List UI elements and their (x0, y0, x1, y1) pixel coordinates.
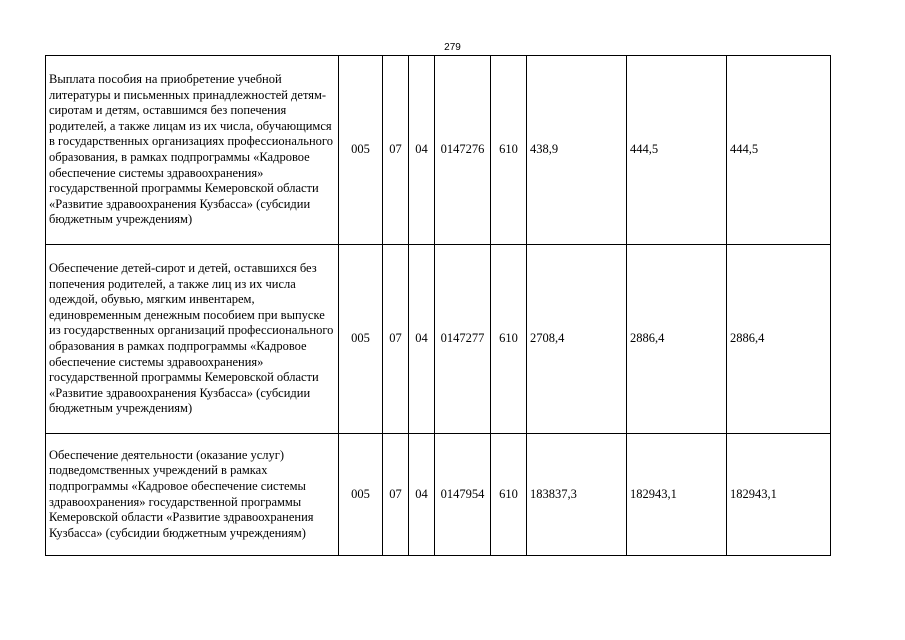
section-code: 07 (383, 245, 409, 434)
ministry-code: 005 (339, 434, 383, 556)
section-code: 07 (383, 434, 409, 556)
ministry-code: 005 (339, 56, 383, 245)
row-description: Обеспечение деятельности (оказание услуг) подведомственных учреждений в рамках подпрограммы «Кадровое обеспечение системы здравоохранения» государственной программы Кемеровской области «Развитие здравоохранения Кузбасса» (субсидии бюджетным учреждениям) (46, 434, 339, 556)
amount-3: 182943,1 (727, 434, 831, 556)
amount-2: 2886,4 (627, 245, 727, 434)
amount-3: 444,5 (727, 56, 831, 245)
amount-1: 2708,4 (527, 245, 627, 434)
target-article-code: 0147277 (435, 245, 491, 434)
row-description: Обеспечение детей-сирот и детей, оставшихся без попечения родителей, а также лиц из их числа одеждой, обувью, мягким инвентарем, единовременным денежным пособием при выпуске из государственных организаций профессионального образования в рамках подпрограммы «Кадровое обеспечение системы здравоохранения» государственной программы Кемеровской области «Развитие здравоохранения Кузбасса» (субсидии бюджетным учреждениям) (46, 245, 339, 434)
amount-2: 182943,1 (627, 434, 727, 556)
expense-type-code: 610 (491, 434, 527, 556)
amount-3: 2886,4 (727, 245, 831, 434)
table-row (46, 245, 831, 434)
target-article-code: 0147276 (435, 56, 491, 245)
row-description: Выплата пособия на приобретение учебной литературы и письменных принадлежностей детям-сиротам и детям, оставшимся без попечения родителей, а также лицам из их числа, обучающимся в государственных организациях профессионального образования, в рамках подпрограммы «Кадровое обеспечение системы здравоохранения» государственной программы Кемеровской области «Развитие здравоохранения Кузбасса» (субсидии бюджетным учреждениям) (46, 56, 339, 245)
subsection-code: 04 (409, 434, 435, 556)
amount-1: 438,9 (527, 56, 627, 245)
table-row (46, 56, 831, 245)
expense-type-code: 610 (491, 56, 527, 245)
page-number: 279 (444, 42, 461, 53)
ministry-code: 005 (339, 245, 383, 434)
section-code: 07 (383, 56, 409, 245)
table-row (46, 434, 831, 556)
expense-type-code: 610 (491, 245, 527, 434)
subsection-code: 04 (409, 56, 435, 245)
budget-table (45, 55, 831, 556)
amount-2: 444,5 (627, 56, 727, 245)
subsection-code: 04 (409, 245, 435, 434)
amount-1: 183837,3 (527, 434, 627, 556)
target-article-code: 0147954 (435, 434, 491, 556)
